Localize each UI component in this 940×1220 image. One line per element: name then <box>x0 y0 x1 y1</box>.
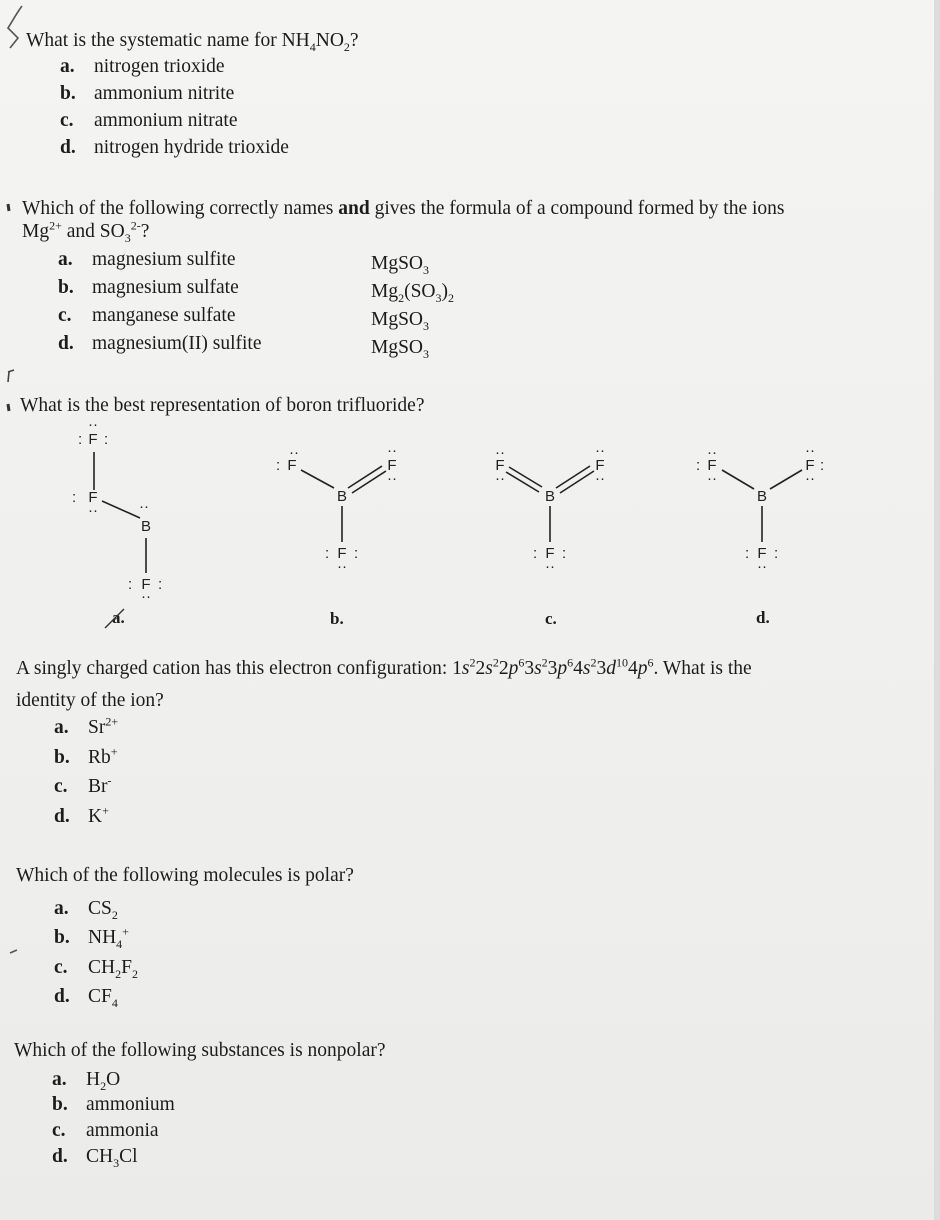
c-boron: B <box>544 488 556 505</box>
q5-option-b[interactable]: b. $NH_4^+$ <box>54 924 129 951</box>
q2-formula-b: $Mg_2(SO_3)_2$ <box>371 281 455 305</box>
svg-text::: : <box>533 545 538 562</box>
svg-text:··: ·· <box>289 444 299 461</box>
svg-text:··: ·· <box>139 498 149 515</box>
c-f-bottom: F <box>545 545 555 562</box>
q5-option-a[interactable]: a. $CS_2$ <box>54 898 118 922</box>
q2-formula-a: MgSO$_3$ <box>371 253 430 277</box>
svg-text:··: ·· <box>88 416 98 433</box>
svg-text:··: ·· <box>88 502 98 519</box>
q6-option-a[interactable]: a. $H_2O$ <box>52 1069 121 1093</box>
b-f-bottom: F <box>337 545 347 562</box>
svg-text::: : <box>78 431 83 448</box>
svg-text::: : <box>72 489 77 506</box>
question-5-stem: Which of the following molecules is polar? <box>16 865 354 886</box>
q2-option-d[interactable]: d. magnesium(II) sulfite <box>58 333 262 354</box>
question-4-stem-line2: identity of the ion? <box>16 690 164 711</box>
svg-text::: : <box>820 457 825 474</box>
svg-text::: : <box>276 457 281 474</box>
svg-text::: : <box>158 576 163 593</box>
svg-text:··: ·· <box>387 470 397 487</box>
pencil-marks <box>0 0 40 1220</box>
bullet-dot-q3 <box>8 404 9 411</box>
c-f-left: F <box>495 457 505 474</box>
svg-text:··: ·· <box>595 470 605 487</box>
structure-a[interactable] <box>72 416 162 628</box>
q4-option-a[interactable]: a. $Sr^{2+}$ <box>54 714 119 738</box>
page-edge <box>934 0 940 1220</box>
svg-text:··: ·· <box>595 442 605 459</box>
q4-option-d[interactable]: d. K+ <box>54 803 109 827</box>
q2-option-a[interactable]: a. magnesium sulfite <box>58 249 236 270</box>
check-mark-q1 <box>8 6 22 48</box>
q6-option-b[interactable]: b. ammonium <box>52 1094 175 1115</box>
a-f-bottom: F <box>141 576 151 593</box>
svg-text::: : <box>128 576 133 593</box>
bf3-structures <box>0 415 934 640</box>
q2-option-c[interactable]: c. manganese sulfate <box>58 305 236 326</box>
question-2-stem-ions: $Mg^{2+}$ and $SO_3^{2-}$? <box>22 218 150 245</box>
d-f-left: F <box>707 457 717 474</box>
svg-text:··: ·· <box>757 558 767 575</box>
d-f-bottom: F <box>757 545 767 562</box>
svg-text:··: ·· <box>707 470 717 487</box>
c-f-right: F <box>595 457 605 474</box>
q2-formula-c: MgSO$_3$ <box>371 309 430 333</box>
svg-text:··: ·· <box>805 442 815 459</box>
q1-option-b[interactable]: b. ammonium nitrite <box>60 83 235 104</box>
svg-text::: : <box>325 545 330 562</box>
d-f-right: F <box>805 457 815 474</box>
svg-text::: : <box>745 545 750 562</box>
a-boron: B <box>140 518 152 535</box>
question-4-stem: A singly charged cation has this electron configuration: $1s^22s^22p^63s^23p^64s^23d^{10}4p^6$. What is the <box>16 655 752 679</box>
q1-option-d[interactable]: d. nitrogen hydride trioxide <box>60 137 289 158</box>
tick-mark-q3 <box>8 370 14 382</box>
label-a: a. <box>112 608 125 627</box>
svg-text::: : <box>562 545 567 562</box>
a-f-left: F <box>88 489 98 506</box>
svg-text:··: ·· <box>707 444 717 461</box>
b-boron: B <box>336 488 348 505</box>
question-1-stem: What is the systematic name for $NH_4NO_2$? <box>26 30 359 54</box>
q5-option-c[interactable]: c. $CH_2F_2$ <box>54 957 138 981</box>
q2-option-b[interactable]: b. magnesium sulfate <box>58 277 239 298</box>
question-3-stem: What is the best representation of boron trifluoride? <box>20 395 425 416</box>
q6-option-c[interactable]: c. ammonia <box>52 1120 159 1141</box>
q6-option-d[interactable]: d. $CH_3Cl$ <box>52 1146 138 1170</box>
structure-c[interactable] <box>495 442 605 628</box>
svg-text:··: ·· <box>387 442 397 459</box>
svg-text::: : <box>696 457 701 474</box>
svg-text:··: ·· <box>545 558 555 575</box>
bullet-dot-q2 <box>8 204 9 211</box>
svg-text:··: ·· <box>141 588 151 605</box>
svg-text::: : <box>354 545 359 562</box>
svg-text:··: ·· <box>495 470 505 487</box>
q1-option-a[interactable]: a. nitrogen trioxide <box>60 56 225 77</box>
b-f-right: F <box>387 457 397 474</box>
structure-b[interactable] <box>276 442 397 628</box>
structure-d[interactable] <box>696 442 824 627</box>
q4-option-c[interactable]: c. Br- <box>54 773 112 797</box>
question-2-stem: Which of the following correctly names and gives the formula of a compound formed by the ions <box>22 198 785 219</box>
label-b: b. <box>330 609 344 628</box>
q2-formula-d: MgSO$_3$ <box>371 337 430 361</box>
tick-mark-q5 <box>10 950 17 953</box>
b-f-left: F <box>287 457 297 474</box>
svg-text::: : <box>104 431 109 448</box>
svg-text:··: ·· <box>337 558 347 575</box>
svg-text::: : <box>774 545 779 562</box>
label-c: c. <box>545 609 557 628</box>
a-f-top: F <box>88 431 98 448</box>
q5-option-d[interactable]: d. $CF_4$ <box>54 986 118 1010</box>
d-boron: B <box>756 488 768 505</box>
q1-option-c[interactable]: c. ammonium nitrate <box>60 110 238 131</box>
label-d: d. <box>756 608 770 627</box>
svg-text:··: ·· <box>495 444 505 461</box>
svg-text:··: ·· <box>805 470 815 487</box>
q4-option-b[interactable]: b. Rb+ <box>54 744 118 768</box>
question-6-stem: Which of the following substances is nonpolar? <box>14 1040 386 1061</box>
